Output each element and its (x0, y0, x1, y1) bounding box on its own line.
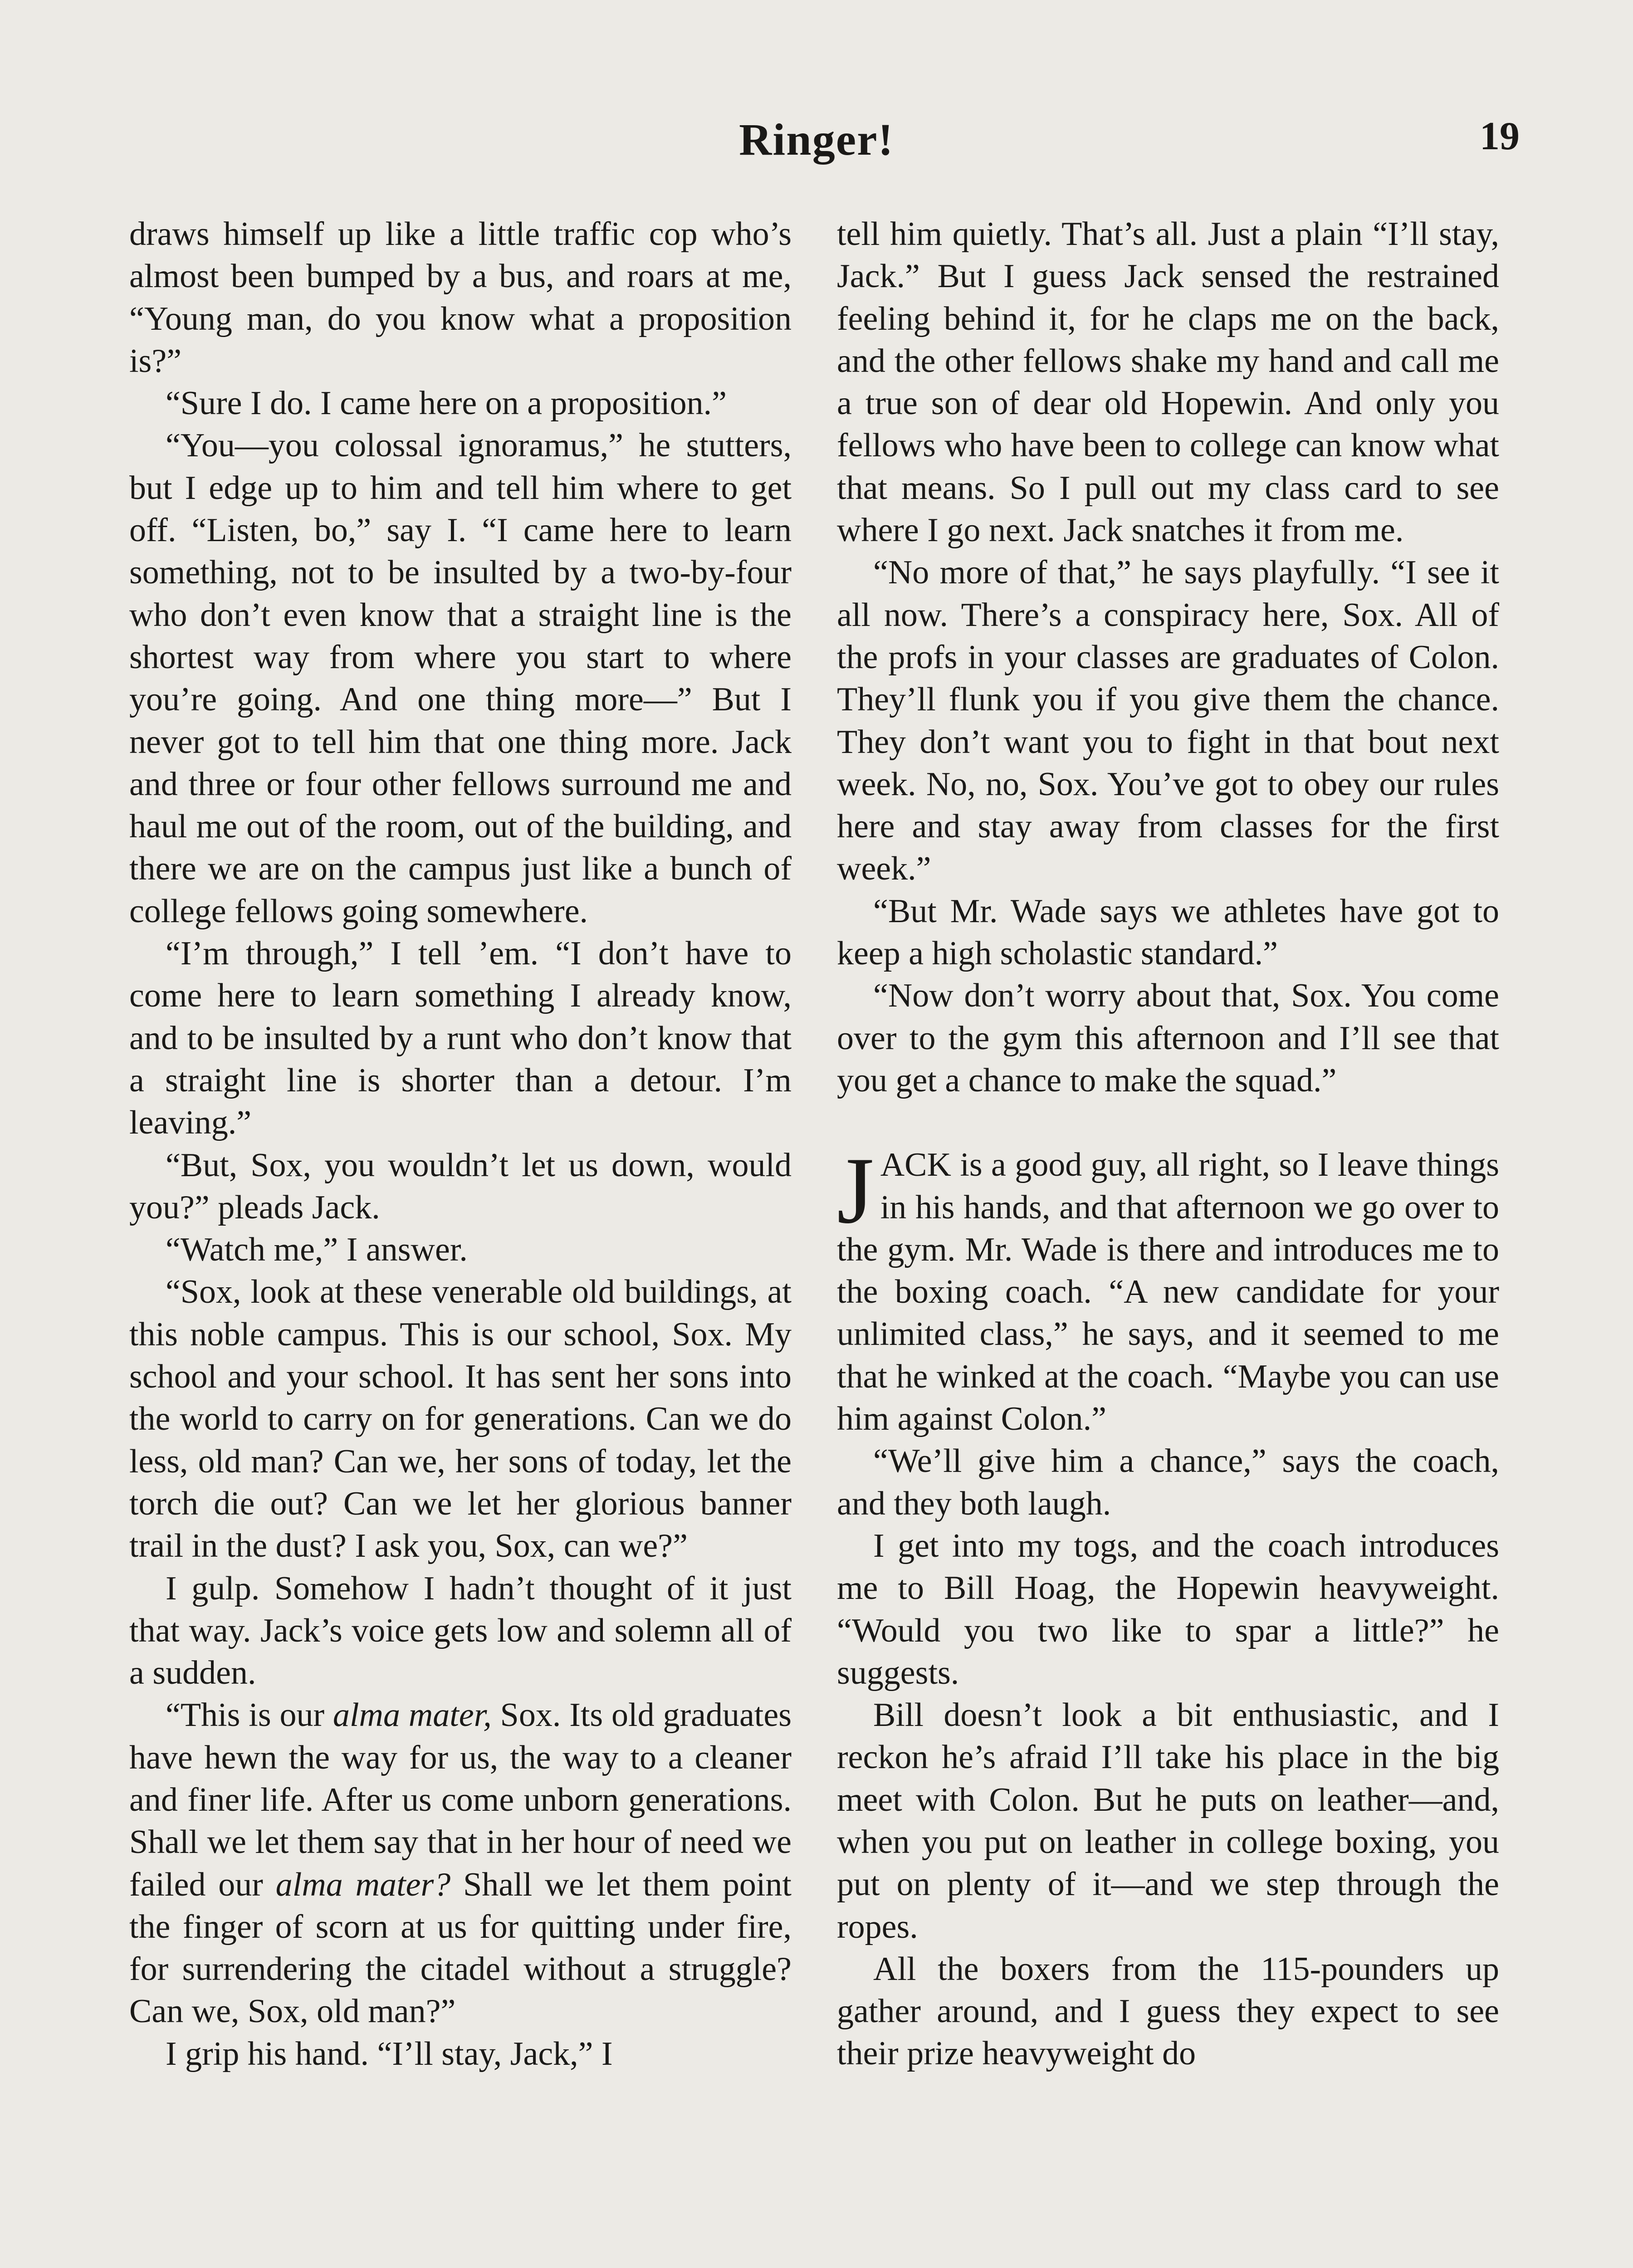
paragraph: draws himself up like a little traffic cop who’s almost been bumped by a bus, and roars at me, “Young man, do you know what a proposition is?” (129, 215, 792, 380)
paragraph: “No more of that,” he says playfully. “I see it all now. There’s a conspiracy here, Sox. All of the profs in your classes are graduates of Colon. They’ll flunk you if you give them the chance. They don’t want you to fight in that bout next week. No, no, Sox. You’ve got to obey our rules here and stay away from classes for the first week.” (837, 554, 1499, 888)
paragraph: I gulp. Somehow I hadn’t thought of it just that way. Jack’s voice gets low and solemn all of a sudden. (129, 1569, 792, 1692)
italic-phrase: alma mater? (275, 1866, 451, 1903)
paragraph: “Now don’t worry about that, Sox. You come over to the gym this afternoon and I’ll see that you get a chance to make the squad.” (837, 977, 1499, 1099)
paragraph: “We’ll give him a chance,” says the coach, and they both laugh. (837, 1442, 1499, 1522)
italic-phrase: alma mater, (333, 1696, 492, 1734)
alma-mater-paragraph (129, 1694, 792, 2033)
page-number: 19 (1480, 114, 1520, 158)
paragraph: All the boxers from the 115-pounders up gather around, and I guess they expect to see their prize heavyweight do (837, 1950, 1499, 2072)
paragraph: tell him quietly. That’s all. Just a plain “I’ll stay, Jack.” But I guess Jack sensed the restrained feeling behind it, for he claps me on the back, and the other fellows shake my hand and call me a true son of dear old Hopewin. And only you fellows who have been to college can know what that means. So I pull out my class card to see where I go next. Jack snatches it from me. (837, 215, 1499, 549)
left-column (129, 213, 792, 2075)
drop-cap: J (837, 1138, 874, 1244)
text-run: “This is our (166, 1696, 333, 1734)
text-run: Shall we let them point the finger of scorn at us for quitting under fire, for surrendering the citadel without a struggle? Can we, Sox, old man?” (129, 1866, 792, 2030)
paragraph: I grip his hand. “I’ll stay, Jack,” I (166, 2035, 613, 2072)
paragraph: I get into my togs, and the coach introduces me to Bill Hoag, the Hopewin heavyweight. “Would you two like to spar a little?” he suggests. (837, 1527, 1499, 1691)
text-run: is a good guy, all right, so I leave things in his hands, and that afternoon we go over to the gym. Mr. Wade is there and introduces me to the boxing coach. “A new candidate for your unlimited class,” he says, and it seemed to me that he winked at the coach. “Maybe you can use him against Colon.” (837, 1146, 1499, 1438)
small-caps-word: ACK (880, 1146, 951, 1184)
paragraph: “I’m through,” I tell ’em. “I don’t have to come here to learn something I already know, and to be insulted by a runt who don’t know that a straight line is shorter than a detour. I’m leaving.” (129, 935, 792, 1142)
right-column (837, 213, 1499, 2075)
paragraph: “Sox, look at these venerable old buildings, at this noble campus. This is our school, Sox. My school and your school. It has sent her sons into the world to carry on for generations. Can we do less, old man? Can we, her sons of today, let the torch die out? Can we let her glorious banner trail in the dust? I ask you, Sox, can we?” (129, 1273, 792, 1565)
paragraph: “But Mr. Wade says we athletes have got to keep a high scholastic standard.” (837, 892, 1499, 973)
page-title: Ringer! (739, 114, 894, 165)
paragraph: “You—you colossal ignoramus,” he stutters, but I edge up to him and tell him where to get off. “Listen, bo,” say I. “I came here to learn something, not to be insulted by a two-by-four who don’t even know that a straight line is the shortest way from where you start to where you’re going. And one thing more—” But I never got to tell him that one thing more. Jack and three or four other fellows surround me and haul me out of the room, out of the building, and there we are on the campus just like a bunch of college fellows going somewhere. (129, 427, 792, 930)
paragraph: “Sure I do. I came here on a proposition.” (166, 385, 727, 422)
text-run: Sox. Its old graduates have hewn the way for us, the way to a cleaner and finer life. After us come unborn generations. Shall we let them say that in her hour of need we failed our (129, 1696, 792, 1903)
paragraph: Bill doesn’t look a bit enthusiastic, and I reckon he’s afraid I’ll take his place in the big meet with Colon. But he puts on leather—and, when you put on leather in college boxing, you put on plenty of it—and we step through the ropes. (837, 1696, 1499, 1945)
paragraph: “Watch me,” I answer. (166, 1231, 468, 1269)
section-opening-paragraph (837, 1138, 1499, 1440)
paragraph: “But, Sox, you wouldn’t let us down, would you?” pleads Jack. (129, 1146, 792, 1226)
